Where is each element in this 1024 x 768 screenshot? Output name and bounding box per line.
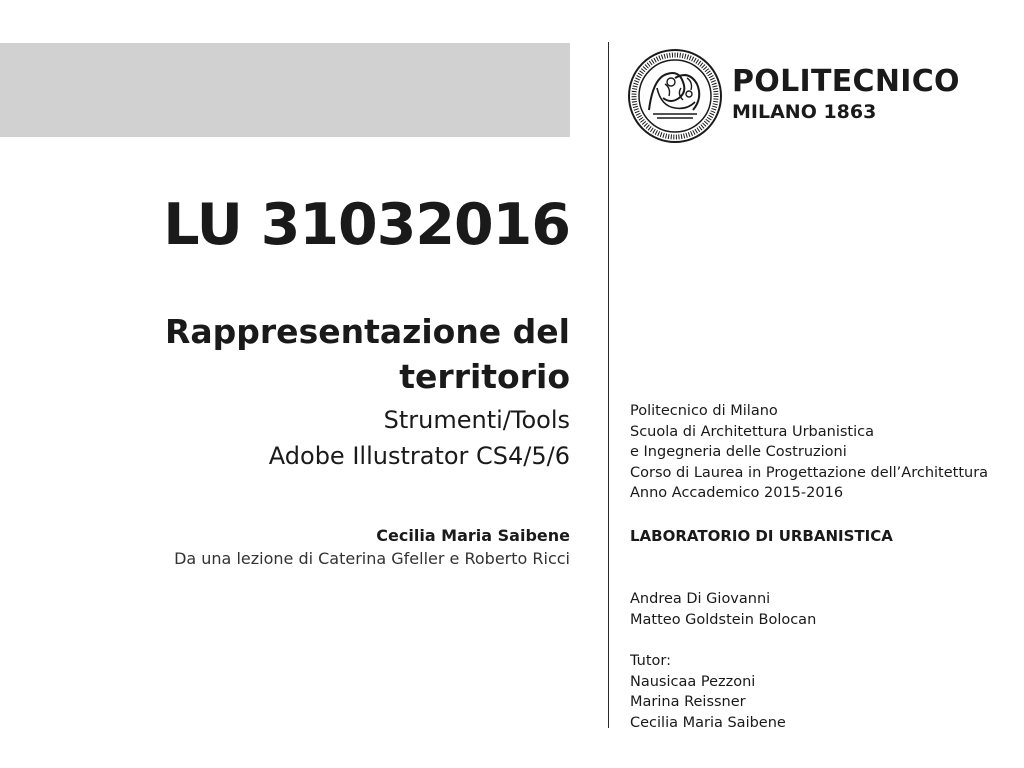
author-name: Cecilia Maria Saibene xyxy=(376,526,570,545)
header-band xyxy=(0,43,570,137)
institution-line: e Ingegneria delle Costruzioni xyxy=(630,444,847,460)
lab-title: LABORATORIO DI URBANISTICA xyxy=(630,527,893,545)
brand-subtitle: MILANO 1863 xyxy=(732,101,877,123)
institution-line: Politecnico di Milano xyxy=(630,403,778,419)
students-block xyxy=(630,589,816,630)
vertical-divider xyxy=(608,42,609,728)
student-name: Matteo Goldstein Bolocan xyxy=(630,611,817,628)
lesson-title xyxy=(165,309,570,399)
tutor-name: Marina Reissner xyxy=(630,694,746,710)
lesson-title-line: Rappresentazione del xyxy=(164,312,570,351)
student-name: Andrea Di Giovanni xyxy=(630,591,771,607)
institution-line: Scuola di Architettura Urbanistica xyxy=(630,423,874,440)
tutor-name: Nausicaa Pezzoni xyxy=(630,673,756,690)
lesson-subtitle xyxy=(269,402,570,474)
lesson-subtitle-line: Adobe Illustrator CS4/5/6 xyxy=(268,442,570,470)
institution-line: Corso di Laurea in Progettazione dell’Architettura xyxy=(630,464,989,481)
brand-name: POLITECNICO xyxy=(732,64,960,99)
lesson-title-line: territorio xyxy=(399,357,570,396)
politecnico-seal-icon xyxy=(627,48,723,144)
lecture-credit: Da una lezione di Caterina Gfeller e Roberto Ricci xyxy=(174,549,570,568)
tutor-name: Cecilia Maria Saibene xyxy=(630,714,786,731)
institution-line: Anno Accademico 2015-2016 xyxy=(630,485,844,501)
institution-block xyxy=(630,401,988,504)
lesson-code: LU 31032016 xyxy=(163,192,570,258)
tutor-label: Tutor: xyxy=(630,653,671,669)
tutors-block xyxy=(630,651,786,733)
lesson-subtitle-line: Strumenti/Tools xyxy=(383,406,570,434)
